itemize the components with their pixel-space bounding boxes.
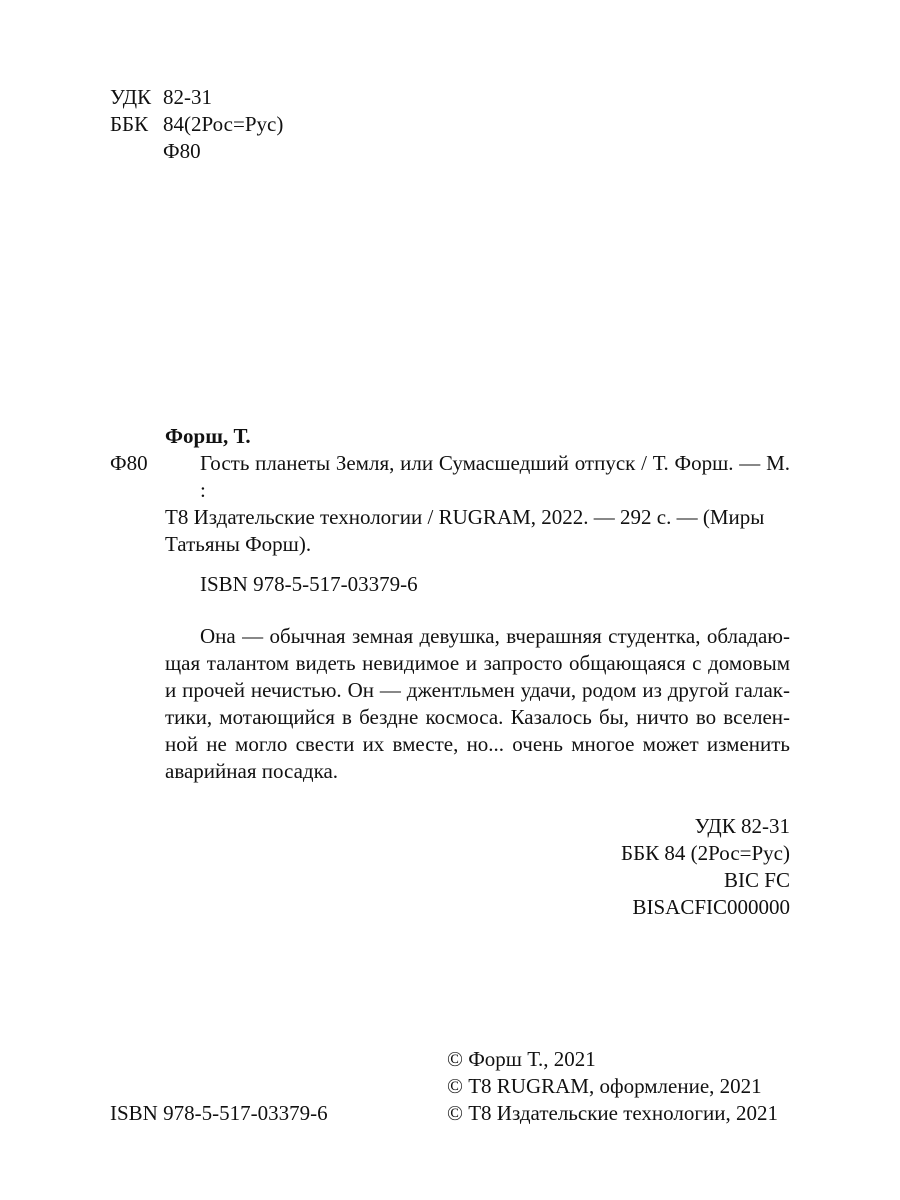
udk-value: 82-31 xyxy=(163,85,212,109)
copyright-author: © Форш Т., 2021 xyxy=(447,1047,596,1071)
udk-code: УДК 82-31 xyxy=(694,814,790,838)
footer-block xyxy=(110,1046,790,1127)
bib-line-1 xyxy=(110,450,790,504)
annotation-line-6: аварийная посадка. xyxy=(165,759,339,783)
bib-line-2: Т8 Издательские технологии / RUGRAM, 2022. — 292 с. — (Миры xyxy=(165,505,765,529)
classification-codes-block xyxy=(110,813,790,921)
author-name: Форш, Т. xyxy=(165,424,251,448)
annotation-line-2: щая талантом видеть невидимое и запросто общающаяся с домовым xyxy=(165,651,790,675)
author-sign-line xyxy=(110,138,790,165)
annotation-line-3: и прочей нечистью. Он — джентльмен удачи, родом из другой галак- xyxy=(165,678,790,702)
bic-code: BIC FC xyxy=(724,868,790,892)
author-sign-margin: Ф80 xyxy=(110,451,148,475)
isbn-record: ISBN 978-5-517-03379-6 xyxy=(200,572,418,596)
bbk-label: ББК xyxy=(110,112,149,136)
udk-label: УДК xyxy=(110,85,152,109)
annotation-line-1: Она — обычная земная девушка, вчерашняя студентка, обладаю- xyxy=(200,624,790,648)
bib-line-1-text: Гость планеты Земля, или Сумасшедший отпуск / Т. Форш. — М. : xyxy=(200,451,790,502)
bbk-code: ББК 84 (2Рос=Рус) xyxy=(621,841,790,865)
annotation-block xyxy=(110,623,790,785)
footer-isbn: ISBN 978-5-517-03379-6 xyxy=(110,1101,328,1125)
bibliographic-record xyxy=(110,423,790,598)
top-classification-block xyxy=(110,84,790,165)
bbk-line xyxy=(110,111,790,138)
bib-line-3: Татьяны Форш). xyxy=(165,532,312,556)
copyright-publisher: © Т8 Издательские технологии, 2021 xyxy=(447,1101,778,1125)
author-sign: Ф80 xyxy=(163,139,201,163)
copyright-block xyxy=(447,1046,790,1127)
bisac-code: BISACFIC000000 xyxy=(632,895,790,919)
udk-line xyxy=(110,84,790,111)
copyright-design: © Т8 RUGRAM, оформление, 2021 xyxy=(447,1074,762,1098)
bbk-value: 84(2Рос=Рус) xyxy=(163,112,284,136)
annotation-line-4: тики, мотающийся в бездне космоса. Казалось бы, ничто во вселен- xyxy=(165,705,790,729)
annotation-line-5: ной не могло свести их вместе, но... очень многое может изменить xyxy=(165,732,790,756)
